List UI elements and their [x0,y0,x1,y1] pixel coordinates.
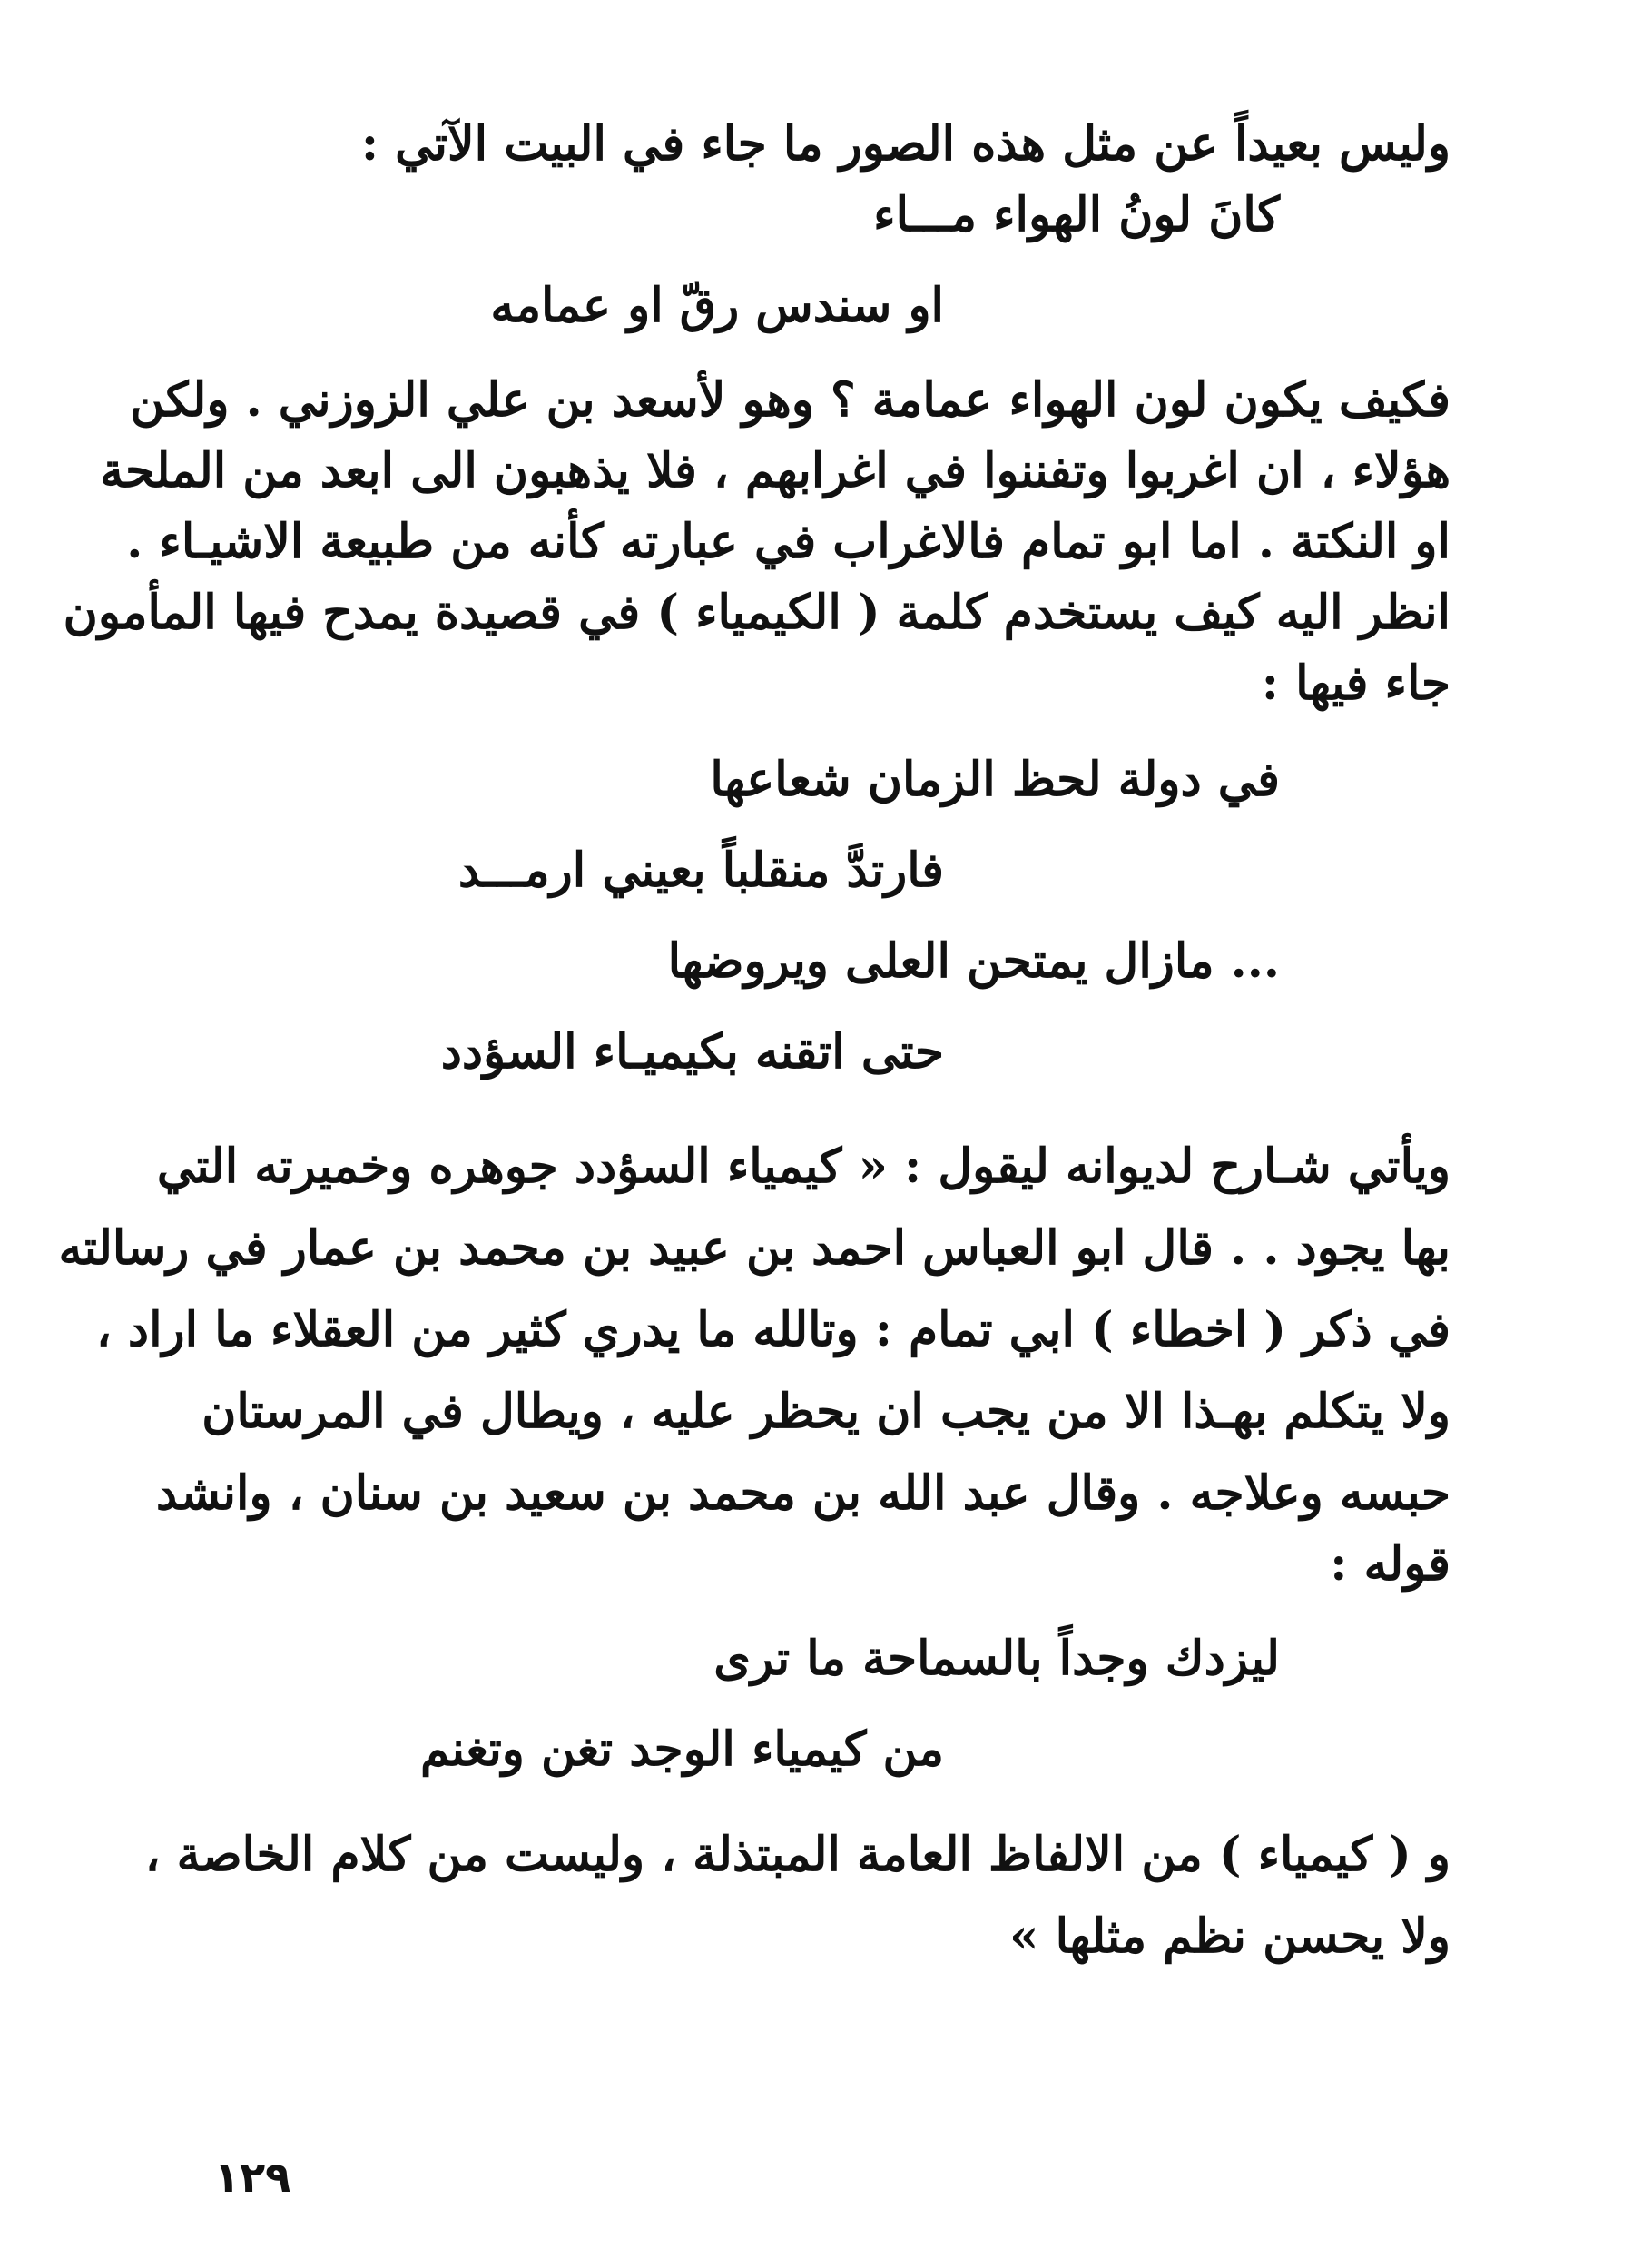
text-line-1: وليس بعيداً عن مثل هذه الصور ما جاء في البيت الآتي : [360,116,1450,172]
text-line-5: انظر اليه كيف يستخدم كلمة ( الكيمياء ) في قصيدة يمدح فيها المأمون [63,585,1450,640]
text-line-6: جاء فيها : [1261,656,1450,711]
text-line-13: و ( كيمياء ) من الالفاظ العامة المبتذلة ، وليست من كلام الخاصة ، [144,1827,1450,1882]
text-line-11: حبسه وعلاجه . وقال عبد الله بن محمد بن سعيد بن سنان ، وانشد [155,1465,1450,1521]
text-line-9: في ذكر ( اخطاء ) ابي تمام : وتالله ما يدري كثير من العقلاء ما اراد ، [96,1302,1450,1357]
text-line-3: هؤلاء ، ان اغربوا وتفننوا في اغرابهم ، فلا يذهبون الى ابعد من الملحة [100,443,1450,498]
page-number: ١٢٩ [214,2153,291,2202]
verse-line-7: ليزدك وجداً بالسماحة ما ترى [713,1631,1280,1686]
text-line-4: او النكتة . اما ابو تمام فالاغراب في عبارته كأنه من طبيعة الاشيـاء . [126,514,1450,569]
verse-line-2: او سندس رقّ او عمامه [490,278,944,333]
verse-line-4: فارتدَّ منقلباً بعيني ارمـــد [457,843,944,898]
verse-line-8: من كيمياء الوجد تغن وتغنم [419,1721,944,1777]
text-line-14: ولا يحسن نظم مثلها » [1008,1909,1450,1964]
text-line-10: ولا يتكلم بهـذا الا من يجب ان يحظر عليه ، ويطال في المرستان [202,1384,1450,1439]
text-line-2: فكيف يكون لون الهواء عمامة ؟ وهو لأسعد بن علي الزوزني . ولكن [130,372,1450,428]
verse-line-5: ... مازال يمتحن العلى ويروضها [667,933,1280,989]
verse-line-1: كانَ لونُ الهواء مـــاء [873,187,1280,242]
text-line-7: ويأتي شـارح لديوانه ليقول : « كيمياء السؤدد جوهره وخميرته التي [156,1139,1450,1194]
verse-line-3: في دولة لحظ الزمان شعاعها [710,752,1280,807]
text-line-8: بها يجود . . قال ابو العباس احمد بن عبيد بن محمد بن عمار في رسالته [58,1220,1450,1276]
verse-line-6: حتى اتقنه بكيميـاء السؤدد [440,1024,944,1080]
text-line-12: قوله : [1330,1536,1450,1592]
